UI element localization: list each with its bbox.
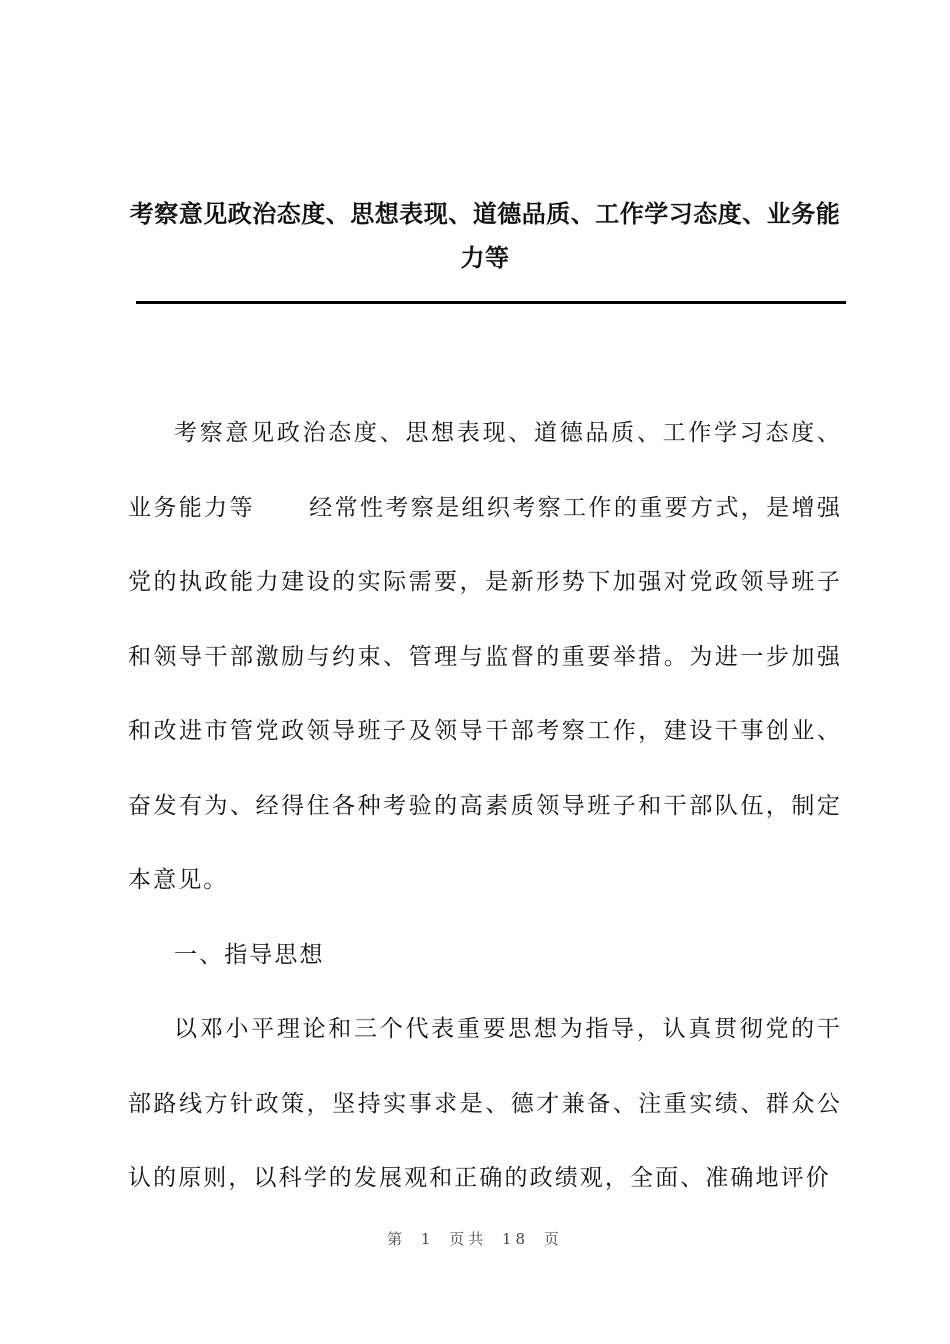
footer-page-total: 18 (502, 1230, 530, 1248)
paragraph-intro (128, 396, 842, 918)
footer-middle: 页共 (449, 1230, 488, 1248)
document-body (128, 396, 842, 1216)
title-divider (136, 301, 846, 304)
footer-prefix: 第 (387, 1230, 407, 1248)
document-title: 考察意见政治态度、思想表现、道德品质、工作学习态度、业务能力等 (129, 200, 841, 272)
paragraph-lead: 考察意见政治态度、思想表现、道德品质、工作学习态度、业务能力等 (128, 420, 842, 521)
paragraph-guiding-thought: 以邓小平理论和三个代表重要思想为指导，认真贯彻党的干部路线方针政策，坚持实事求是、德才兼备、注重实绩、群众公认的原则，以科学的发展观和正确的政绩观，全面、准确地评价 (128, 1016, 842, 1191)
footer-page-number: 1 (420, 1230, 435, 1248)
page-footer (0, 1228, 950, 1249)
section-heading: 一、指导思想 (174, 941, 325, 968)
footer-suffix: 页 (543, 1230, 563, 1248)
paragraph-text: 经常性考察是组织考察工作的重要方式，是增强党的执政能力建设的实际需要，是新形势下加强对党政领导班子和领导干部激励与约束、管理与监督的重要举措。为进一步加强和改进市管党政领导班子及领导干部考察工作，建设干事创业、奋发有为、经得住各种考验的高素质领导班子和干部队伍，制定本意见。 (128, 494, 842, 893)
